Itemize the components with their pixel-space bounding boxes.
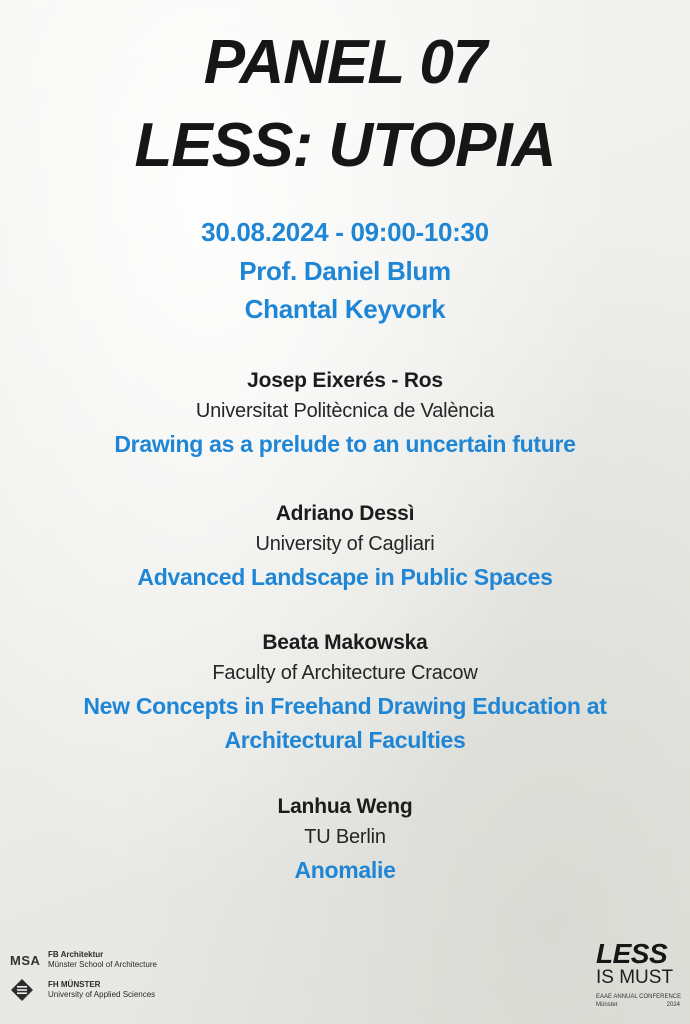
talk-title: Drawing as a prelude to an uncertain future — [114, 431, 576, 457]
speaker-name: Beata Makowska — [262, 631, 428, 654]
speaker-name: Adriano Dessì — [275, 502, 415, 525]
speaker-affiliation: TU Berlin — [304, 826, 386, 848]
conference-logo-is-must: IS MUST — [596, 967, 674, 988]
talk-title: Advanced Landscape in Public Spaces — [137, 564, 553, 590]
fh-line-2: University of Applied Sciences — [48, 990, 156, 999]
conference-logo — [592, 940, 684, 1020]
talk-title-line-1: New Concepts in Freehand Drawing Education at — [83, 693, 607, 719]
msa-line-1: FB Architektur — [48, 950, 104, 959]
speaker-affiliation: Universitat Politècnica de València — [195, 400, 495, 422]
msa-logo — [10, 950, 157, 970]
speaker-name: Lanhua Weng — [277, 795, 413, 818]
conference-year: 2024 — [666, 1002, 680, 1008]
talk-title-line-2: Architectural Faculties — [224, 727, 466, 753]
panel-title-line-2: LESS: UTOPIA — [134, 111, 556, 180]
speaker-name: Josep Eixerés - Ros — [247, 369, 443, 392]
conference-caption — [596, 993, 681, 1009]
msa-mark: MSA — [10, 952, 41, 968]
moderator-1: Prof. Daniel Blum — [239, 256, 451, 286]
fh-muenster-logo — [10, 978, 155, 1002]
panel-datetime: 30.08.2024 - 09:00-10:30 — [201, 217, 489, 247]
speaker-affiliation: University of Cagliari — [255, 533, 435, 555]
conference-city: Münster — [596, 1002, 618, 1008]
panel-title-line-1: PANEL 07 — [203, 28, 487, 97]
msa-line-2: Münster School of Architecture — [48, 960, 157, 969]
moderator-2: Chantal Keyvork — [244, 294, 446, 324]
conference-logo-less: LESS — [596, 938, 668, 969]
talk-title: Anomalie — [294, 857, 396, 883]
fh-diamond-icon — [10, 978, 48, 1002]
institution-logos — [10, 950, 250, 1010]
conference-name: EAAE ANNUAL CONFERENCE — [596, 994, 682, 1000]
fh-line-1: FH MÜNSTER — [48, 980, 101, 989]
speaker-affiliation: Faculty of Architecture Cracow — [212, 662, 478, 684]
